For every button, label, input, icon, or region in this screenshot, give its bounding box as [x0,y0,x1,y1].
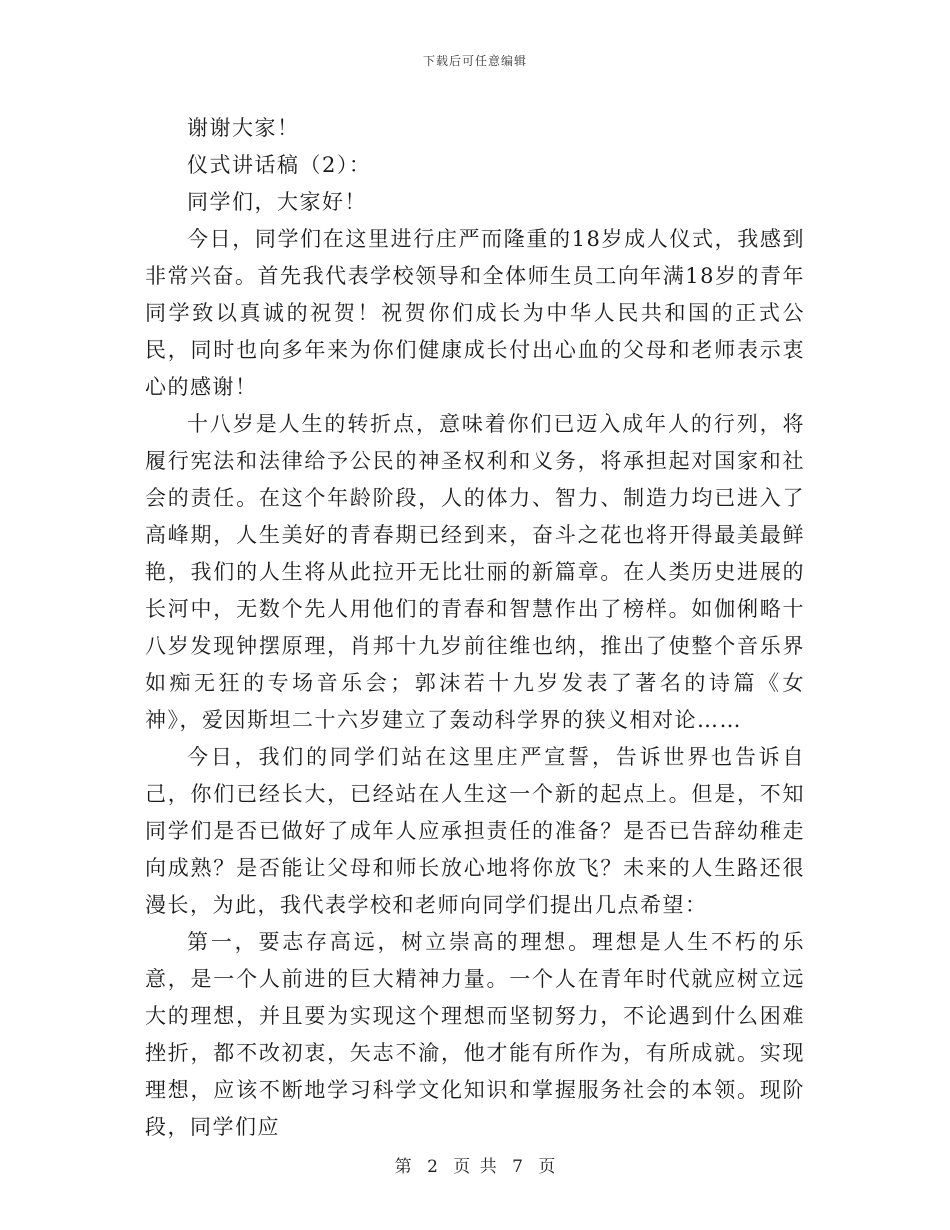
page-mid: 页 共 [453,1157,497,1177]
page-prefix: 第 [394,1157,412,1177]
page-footer [0,1152,950,1177]
page-suffix: 页 [538,1157,556,1177]
paragraph-thanks: 谢谢大家！ [187,116,300,140]
header-note: 下载后可任意编辑 [422,54,527,68]
document-body [145,110,805,1146]
paragraph-body: 十八岁是人生的转折点，意味着你们已迈入成年人的行列，将履行宪法和法律给予公民的神圣权利和义务，将承担起对国家和社会的责任。在这个年龄阶段，人的体力、智力、制造力均已进入了高峰期，人生美好的青春期已经到来，奋斗之花也将开得最美最鲜艳，我们的人生将从此拉开无比壮丽的新篇章。在人类历史进展的长河中，无数个先人用他们的青春和智慧作出了榜样。如伽俐略十八岁发现钟摆原理，肖邦十九岁前往维也纳，推出了使整个音乐界如痴无狂的专场音乐会；郭沫若十九岁发表了著名的诗篇《女神》，爱因斯坦二十六岁建立了轰动科学界的狭义相对论…… [145,412,805,732]
paragraph-greeting: 同学们，大家好！ [187,190,367,214]
paragraph-speech-title: 仪式讲话稿（2）： [187,153,372,177]
paragraph-body: 今日，我们的同学们站在这里庄严宣誓，告诉世界也告诉自己，你们已经长大，已经站在人生这一个新的起点上。但是，不知同学们是否已做好了成年人应承担责任的准备？是否已告辞幼稚走向成熟？是否能让父母和师长放心地将你放飞？未来的人生路还很漫长，为此，我代表学校和老师向同学们提出几点希望： [145,745,805,917]
paragraph-body: 今日，同学们在这里进行庄严而隆重的18岁成人仪式，我感到非常兴奋。首先我代表学校领导和全体师生员工向年满18岁的青年同学致以真诚的祝贺！祝贺你们成长为中华人民共和国的正式公民，同时也向多年来为你们健康成长付出心血的父母和老师表示衷心的感谢！ [145,227,805,399]
page-number: 2 [427,1157,438,1177]
total-pages: 7 [512,1157,523,1177]
paragraph-body: 第一，要志存高远，树立崇高的理想。理想是人生不朽的乐意，是一个人前进的巨大精神力量。一个人在青年时代就应树立远大的理想，并且要为实现这个理想而坚韧努力，不论遇到什么困难挫折，都不改初衷，矢志不渝，他才能有所作为，有所成就。实现理想，应该不断地学习科学文化知识和掌握服务社会的本领。现阶段，同学们应 [145,930,805,1139]
